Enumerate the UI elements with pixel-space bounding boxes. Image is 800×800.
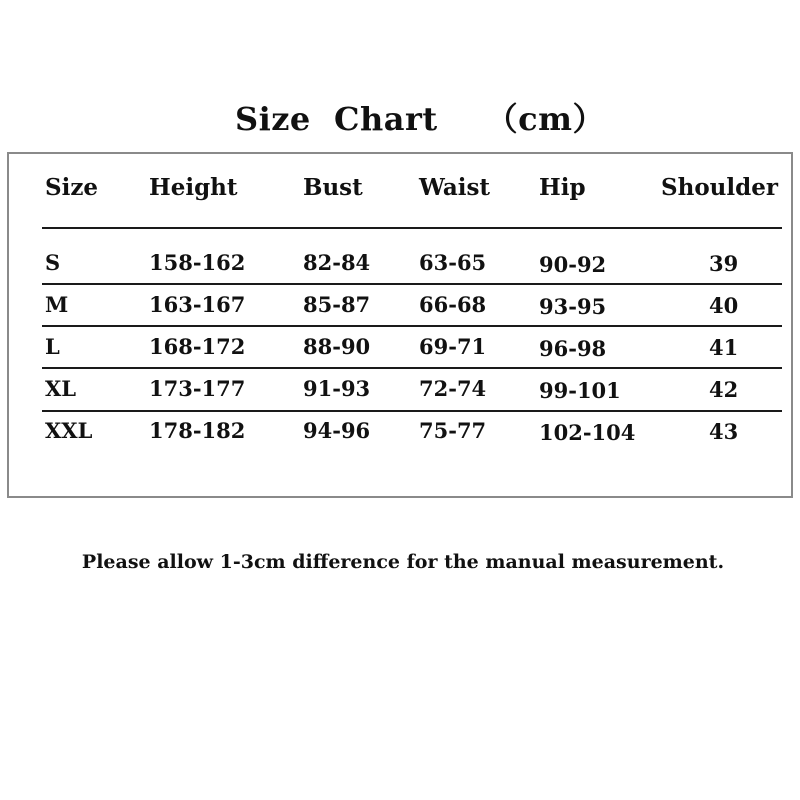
title-text: Size Chart [234,100,438,138]
table-row-cell: 99-101 [539,378,621,403]
header-size: Size [45,174,99,201]
table-row-cell: S [45,250,61,275]
row-divider [42,410,782,412]
title-unit: （cm） [485,100,606,138]
table-row-cell: 91-93 [303,376,371,401]
table-row-cell: 158-162 [149,250,246,275]
row-divider [42,367,782,369]
header-divider [42,227,782,229]
table-row-cell: 42 [709,377,739,402]
table-row-cell: 94-96 [303,418,371,443]
table-row-cell: 69-71 [419,334,487,359]
table-row-cell: 66-68 [419,292,487,317]
table-row-cell: 39 [709,251,739,276]
measurement-note: Please allow 1-3cm difference for the manual measurement. [81,551,725,573]
table-row-cell: 41 [709,335,739,360]
header-hip: Hip [539,174,586,201]
table-row-cell: 88-90 [303,334,371,359]
table-row-cell: 82-84 [303,250,371,275]
page-title [0,94,800,140]
table-row-cell: L [45,334,60,359]
header-shoulder: Shoulder [661,174,778,201]
table-row-cell: 96-98 [539,336,607,361]
header-bust: Bust [303,174,363,201]
row-divider [42,283,782,285]
table-row-cell: M [45,292,69,317]
table-row-cell: XL [45,376,77,401]
table-row-cell: 93-95 [539,294,607,319]
table-row-cell: 102-104 [539,420,636,445]
table-row-cell: 63-65 [419,250,487,275]
table-row-cell: 178-182 [149,418,246,443]
size-table [7,152,793,498]
table-row-cell: 168-172 [149,334,246,359]
header-height: Height [149,174,238,201]
table-row-cell: 43 [709,419,739,444]
header-waist: Waist [419,174,491,201]
table-row-cell: 85-87 [303,292,371,317]
table-row-cell: 75-77 [419,418,487,443]
table-row-cell: 40 [709,293,739,318]
table-row-cell: XXL [45,418,93,443]
table-row-cell: 163-167 [149,292,246,317]
row-divider [42,325,782,327]
table-row-cell: 72-74 [419,376,487,401]
table-row-cell: 90-92 [539,252,607,277]
table-row-cell: 173-177 [149,376,246,401]
